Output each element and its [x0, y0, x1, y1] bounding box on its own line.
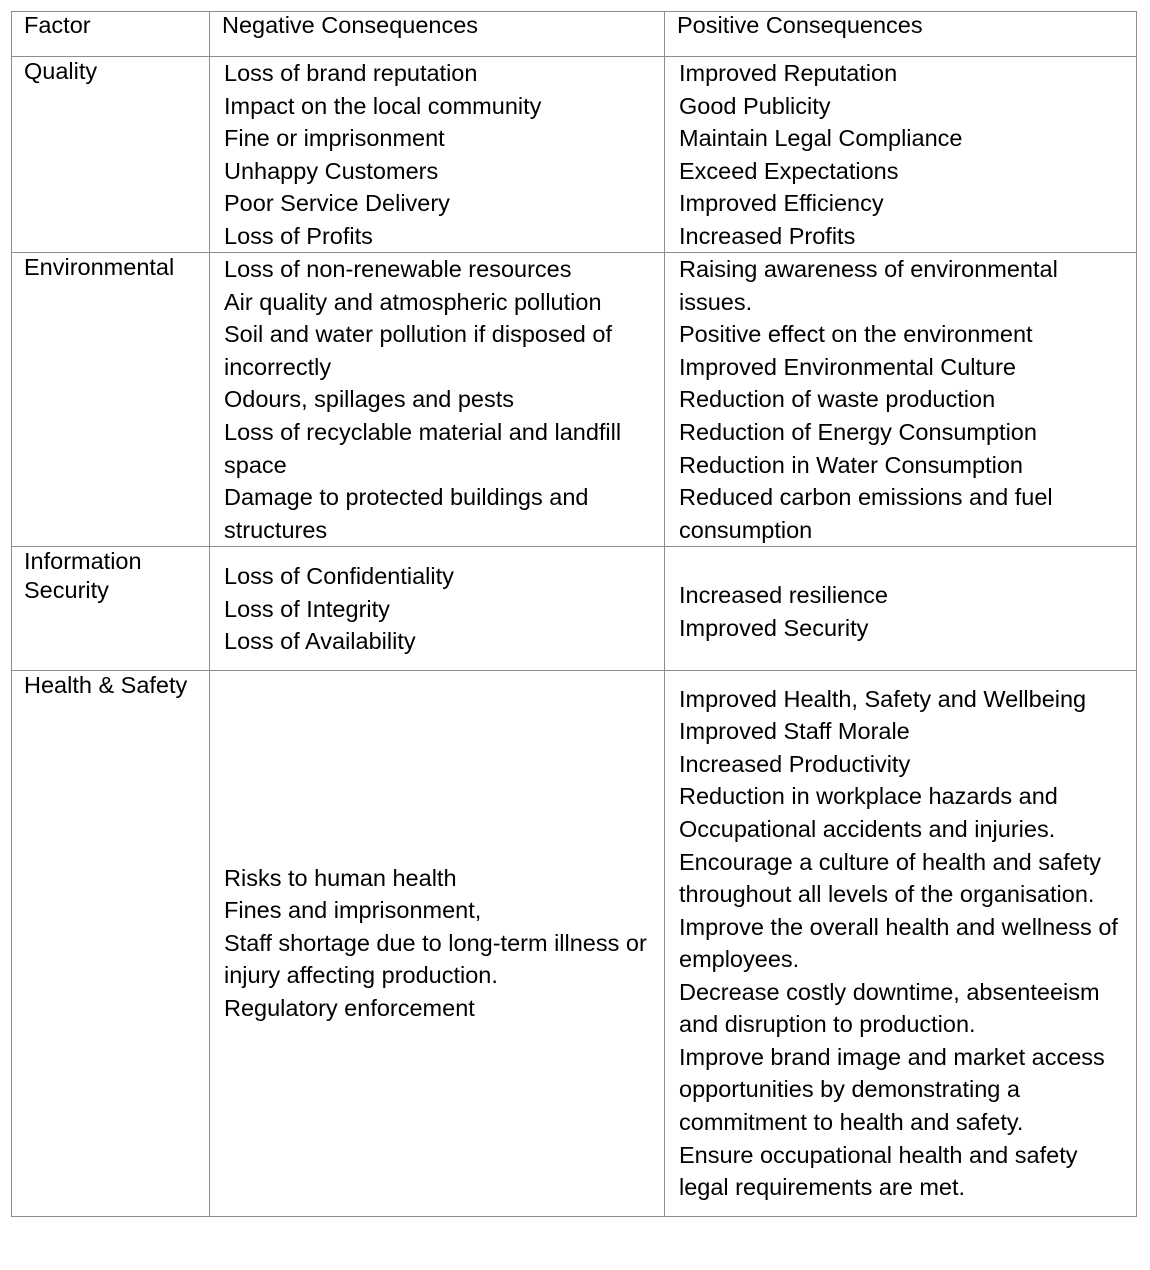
column-header-negative-consequences-label: Negative Consequences: [222, 12, 479, 38]
column-header-factor-label: Factor: [24, 12, 91, 38]
list-item: Loss of non-renewable resources: [224, 256, 572, 283]
negative-consequences-list: [210, 57, 664, 252]
list-item: Increased Profits: [679, 222, 856, 249]
list-item: Maintain Legal Compliance: [679, 125, 963, 152]
list-item: Reduced carbon emissions and fuel consumption: [679, 484, 1053, 543]
list-item: Ensure occupational health and safety legal requirements are met.: [679, 1141, 1078, 1201]
list-item: Loss of Profits: [224, 222, 373, 249]
list-item: Impact on the local community: [224, 92, 542, 119]
list-item: Unhappy Customers: [224, 157, 439, 184]
positive-consequences-list: [665, 671, 1136, 1216]
positive-consequences-list: [665, 547, 1136, 656]
list-item: Loss of recyclable material and landfill space: [224, 419, 622, 478]
column-header-factor: [12, 12, 210, 57]
list-item: Soil and water pollution if disposed of incorrectly: [224, 321, 612, 380]
list-item: Increased Productivity: [679, 750, 911, 777]
negative-consequences-list: [210, 253, 664, 546]
list-item: Loss of Integrity: [224, 595, 390, 622]
positive-consequences-cell-information-security: [665, 547, 1137, 671]
list-item: Odours, spillages and pests: [224, 386, 514, 413]
list-item: Decrease costly downtime, absenteeism and disruption to production.: [679, 978, 1100, 1038]
list-item: Exceed Expectations: [679, 157, 899, 184]
list-item: Encourage a culture of health and safety throughout all levels of the organisation.: [679, 848, 1101, 908]
column-header-positive-consequences: [665, 12, 1137, 57]
positive-consequences-cell-environmental: [665, 253, 1137, 547]
positive-consequences-list: [665, 253, 1136, 546]
list-item: Improved Reputation: [679, 60, 898, 86]
list-item: Raising awareness of environmental issues.: [679, 256, 1058, 315]
list-item: Improve the overall health and wellness of employees.: [679, 913, 1118, 973]
factor-cell-environmental: [12, 253, 210, 547]
table-header: [12, 12, 1137, 57]
factor-cell-health-and-safety: [12, 670, 210, 1216]
list-item: Loss of Confidentiality: [224, 563, 454, 590]
list-item: Fines and imprisonment,: [224, 897, 482, 924]
positive-consequences-cell-health-and-safety: [665, 670, 1137, 1216]
negative-consequences-cell-information-security: [210, 547, 665, 671]
table-row: [12, 253, 1137, 547]
factor-label: Information Security: [24, 548, 142, 603]
factor-label: Quality: [24, 58, 98, 84]
list-item: Loss of brand reputation: [224, 60, 478, 86]
table-body: [12, 57, 1137, 1217]
list-item: Improve brand image and market access opportunities by demonstrating a commitment to health and safety.: [679, 1043, 1105, 1135]
negative-consequences-cell-environmental: [210, 253, 665, 547]
negative-consequences-list: [210, 547, 664, 670]
list-item: Improved Environmental Culture: [679, 353, 1016, 380]
list-item: Good Publicity: [679, 92, 831, 119]
list-item: Positive effect on the environment: [679, 321, 1033, 348]
positive-consequences-cell-quality: [665, 57, 1137, 253]
list-item: Risks to human health: [224, 864, 457, 891]
list-item: Increased resilience: [679, 582, 888, 609]
list-item: Regulatory enforcement: [224, 995, 475, 1022]
list-item: Improved Efficiency: [679, 190, 884, 217]
list-item: Damage to protected buildings and structures: [224, 484, 589, 543]
list-item: Improved Health, Safety and Wellbeing: [679, 685, 1087, 712]
factor-label: Health & Safety: [24, 671, 188, 698]
list-item: Reduction of Energy Consumption: [679, 419, 1037, 446]
negative-consequences-list: [210, 862, 664, 1025]
table-header-row: [12, 12, 1137, 57]
list-item: Staff shortage due to long-term illness or injury affecting production.: [224, 929, 647, 989]
factor-cell-quality: [12, 57, 210, 253]
factor-cell-information-security: [12, 547, 210, 671]
list-item: Improved Security: [679, 614, 869, 641]
list-item: Reduction in Water Consumption: [679, 451, 1023, 478]
column-header-positive-consequences-label: Positive Consequences: [677, 12, 923, 38]
table-row: [12, 547, 1137, 671]
list-item: Reduction of waste production: [679, 386, 996, 413]
table-row: [12, 670, 1137, 1216]
positive-consequences-list: [665, 57, 1136, 252]
list-item: Poor Service Delivery: [224, 190, 450, 217]
column-header-negative-consequences: [210, 12, 665, 57]
table-row: [12, 57, 1137, 253]
consequences-table: [11, 11, 1137, 1217]
list-item: Reduction in workplace hazards and Occupational accidents and injuries.: [679, 783, 1058, 843]
list-item: Improved Staff Morale: [679, 718, 910, 745]
list-item: Loss of Availability: [224, 628, 416, 655]
negative-consequences-cell-health-and-safety: [210, 670, 665, 1216]
factor-label: Environmental: [24, 254, 175, 281]
list-item: Air quality and atmospheric pollution: [224, 288, 602, 315]
list-item: Fine or imprisonment: [224, 125, 445, 152]
negative-consequences-cell-quality: [210, 57, 665, 253]
